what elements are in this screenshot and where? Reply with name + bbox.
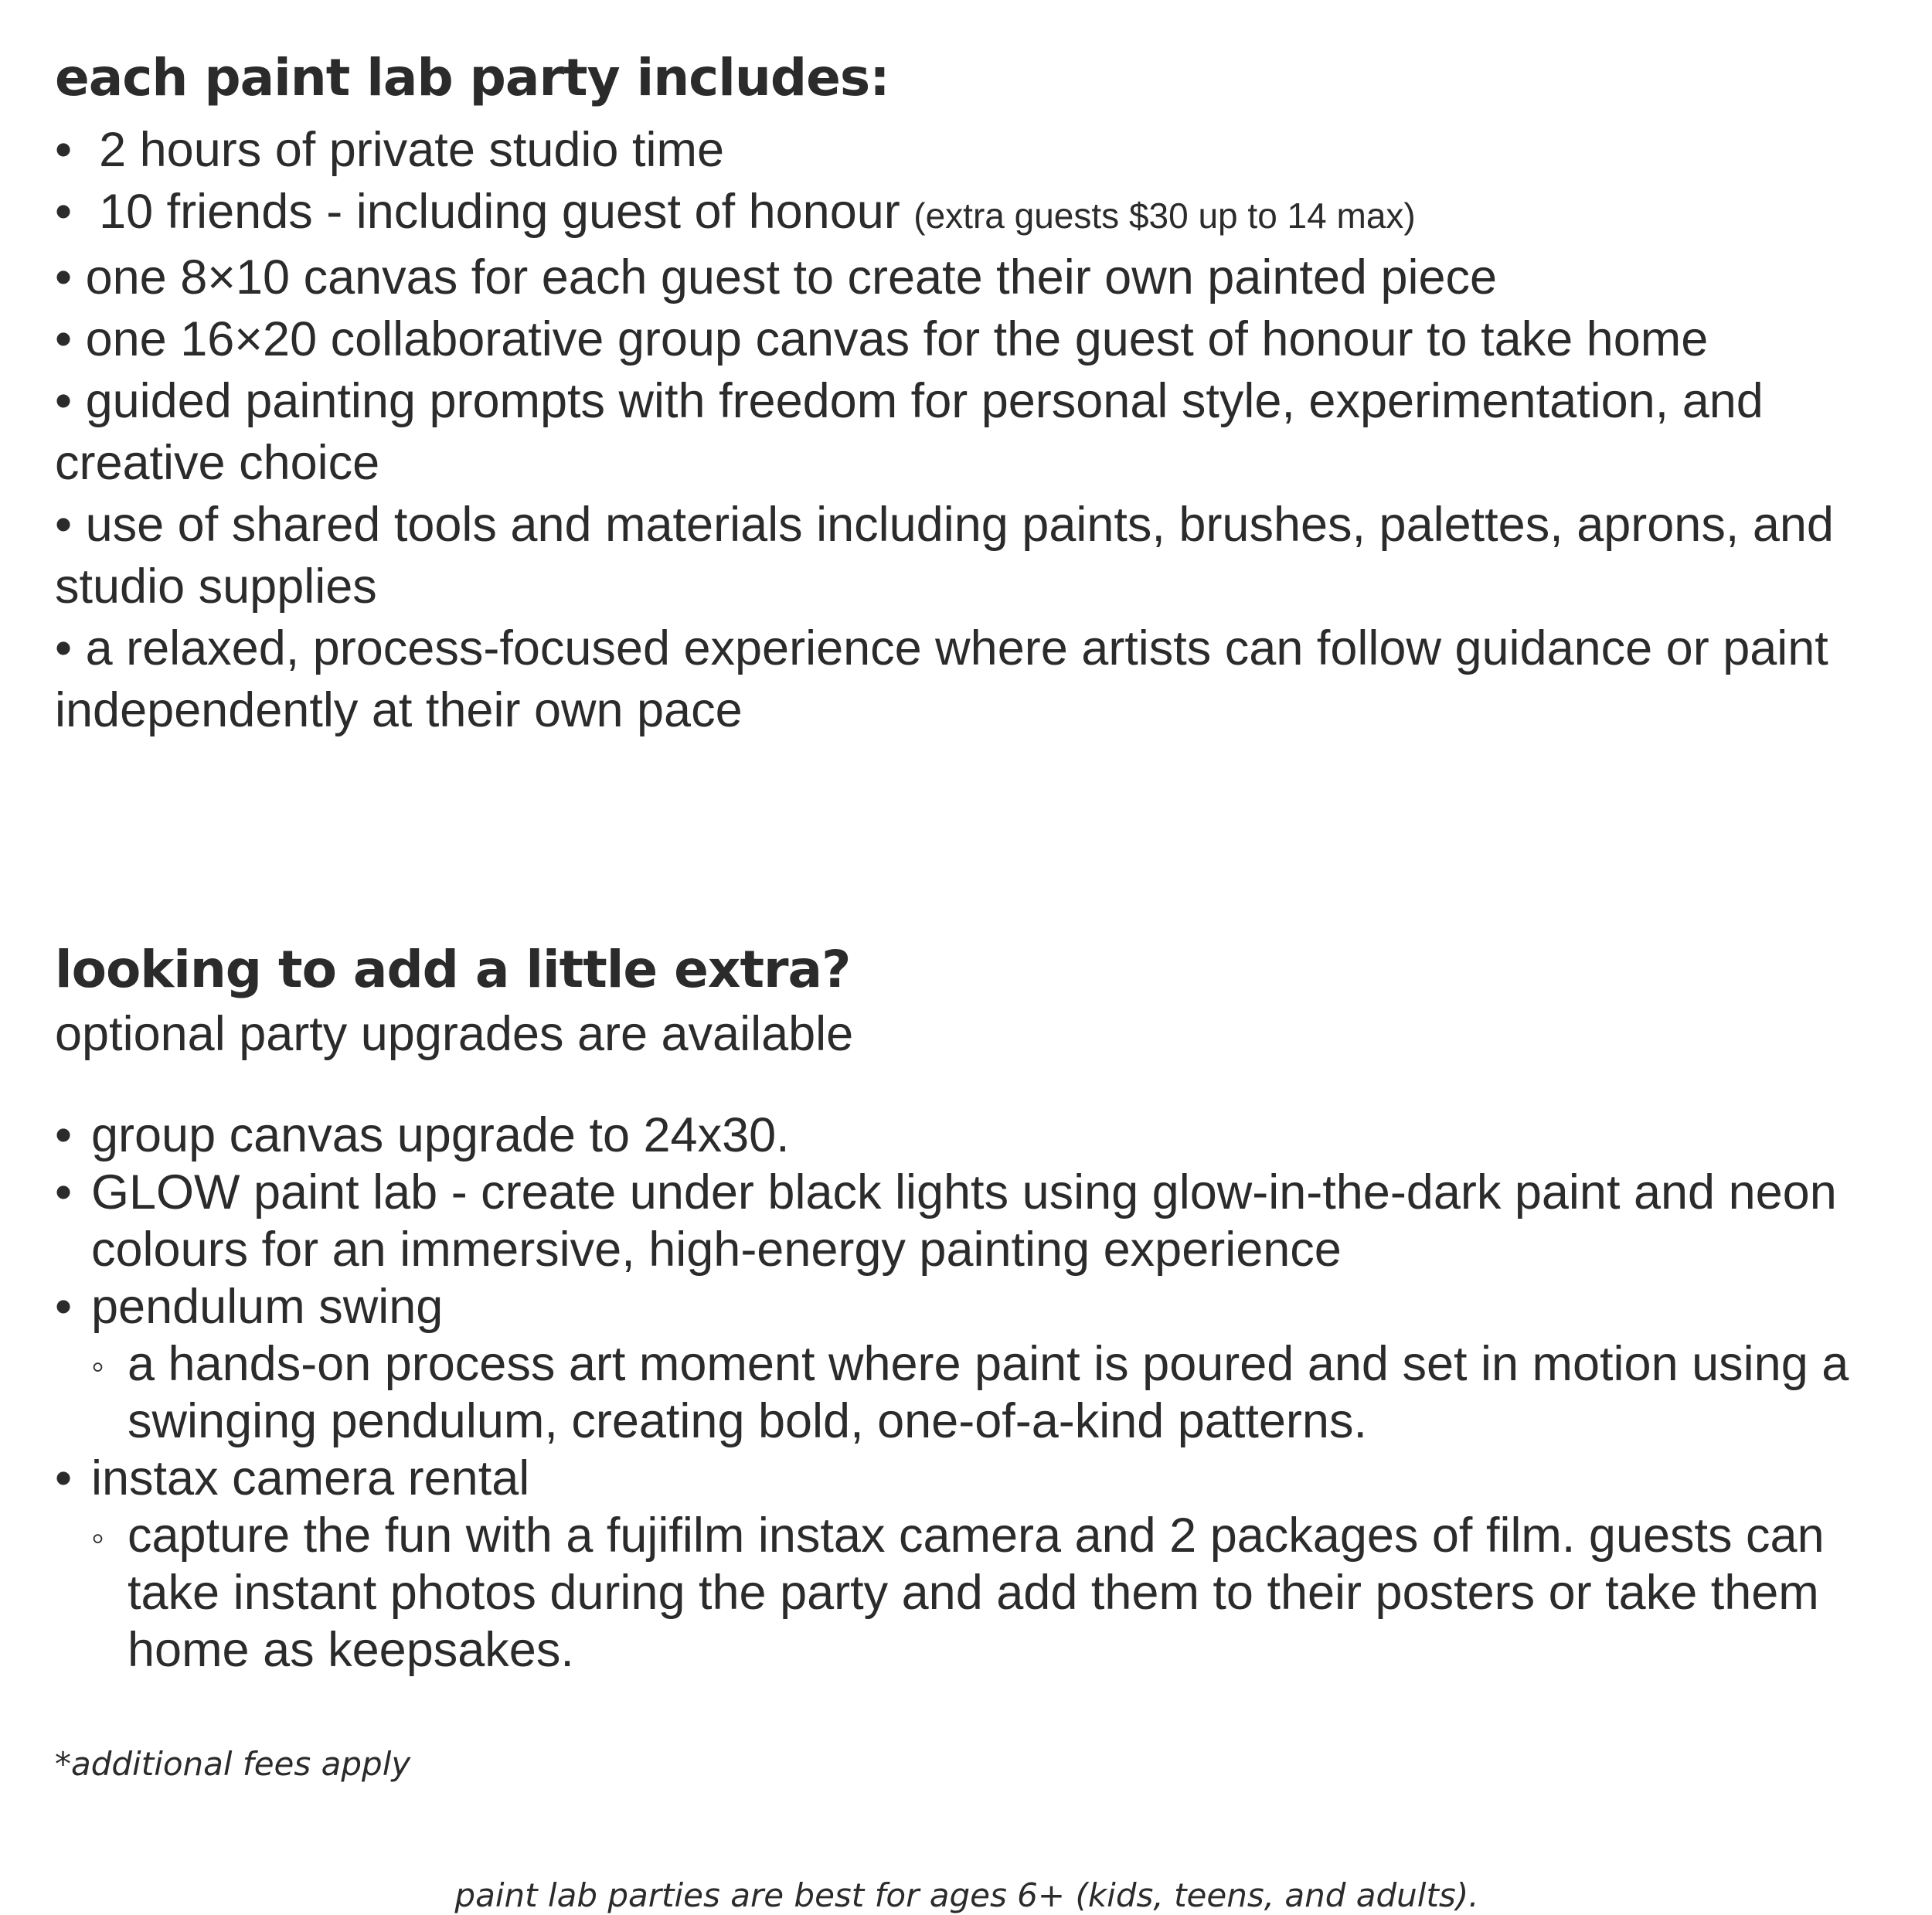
sub-item-text: a hands-on process art moment where paint is poured and set in motion using a swinging pendulum, creating bold, one-of-a-kind patterns. <box>128 1337 1849 1448</box>
upgrades-subtitle: optional party upgrades are available <box>55 1007 854 1061</box>
bullet: • <box>55 185 73 239</box>
list-item <box>55 370 1910 494</box>
sub-list <box>91 1507 1894 1679</box>
bullet: • <box>55 374 73 428</box>
item-text: use of shared tools and materials including paints, brushes, palettes, aprons, and studio supplies <box>55 498 1834 614</box>
list-item <box>55 1450 1894 1679</box>
upgrades-list <box>55 1107 1894 1679</box>
item-text: one 8×10 canvas for each guest to create their own painted piece <box>85 250 1498 304</box>
bullet: • <box>55 312 73 366</box>
item-note: (extra guests $30 up to 14 max) <box>913 196 1416 236</box>
list-item <box>55 1278 1894 1450</box>
list-item <box>55 1107 1894 1164</box>
list-item <box>55 617 1910 741</box>
list-item <box>55 308 1910 370</box>
sub-list <box>91 1335 1894 1450</box>
list-item <box>55 494 1910 617</box>
bullet: • <box>55 123 73 177</box>
bullet: • <box>55 250 73 304</box>
upgrades-heading: looking to add a little extra? <box>55 940 851 999</box>
footnote: *additional fees apply <box>55 1745 411 1783</box>
includes-heading: each paint lab party includes: <box>55 48 889 107</box>
list-item <box>55 119 1910 181</box>
closing-note: paint lab parties are best for ages 6+ (kids, teens, and adults). <box>454 1876 1479 1914</box>
item-text: a relaxed, process-focused experience where artists can follow guidance or paint independently at their own pace <box>55 621 1828 737</box>
item-text: guided painting prompts with freedom for personal style, experimentation, and creative choice <box>55 374 1764 490</box>
list-item <box>55 1164 1894 1278</box>
sub-list-item <box>91 1507 1894 1679</box>
item-text: 2 hours of private studio time <box>99 123 724 177</box>
list-item <box>55 247 1910 308</box>
page-content <box>55 31 1910 1914</box>
item-text: 10 friends - including guest of honour <box>99 185 900 239</box>
item-text: one 16×20 collaborative group canvas for the guest of honour to take home <box>85 312 1709 366</box>
sub-list-item <box>91 1335 1894 1450</box>
item-text: instax camera rental <box>91 1451 530 1505</box>
sub-item-text: capture the fun with a fujifilm instax camera and 2 packages of film. guests can take instant photos during the party and add them to their posters or take them home as keepsakes. <box>128 1509 1825 1677</box>
list-item <box>55 181 1910 247</box>
item-text: GLOW paint lab - create under black lights using glow-in-the-dark paint and neon colours for an immersive, high-energy painting experience <box>91 1165 1837 1277</box>
bullet: • <box>55 498 73 552</box>
bullet: • <box>55 621 73 675</box>
item-text: group canvas upgrade to 24x30. <box>91 1108 790 1162</box>
item-text: pendulum swing <box>91 1280 444 1334</box>
includes-list <box>55 119 1910 741</box>
